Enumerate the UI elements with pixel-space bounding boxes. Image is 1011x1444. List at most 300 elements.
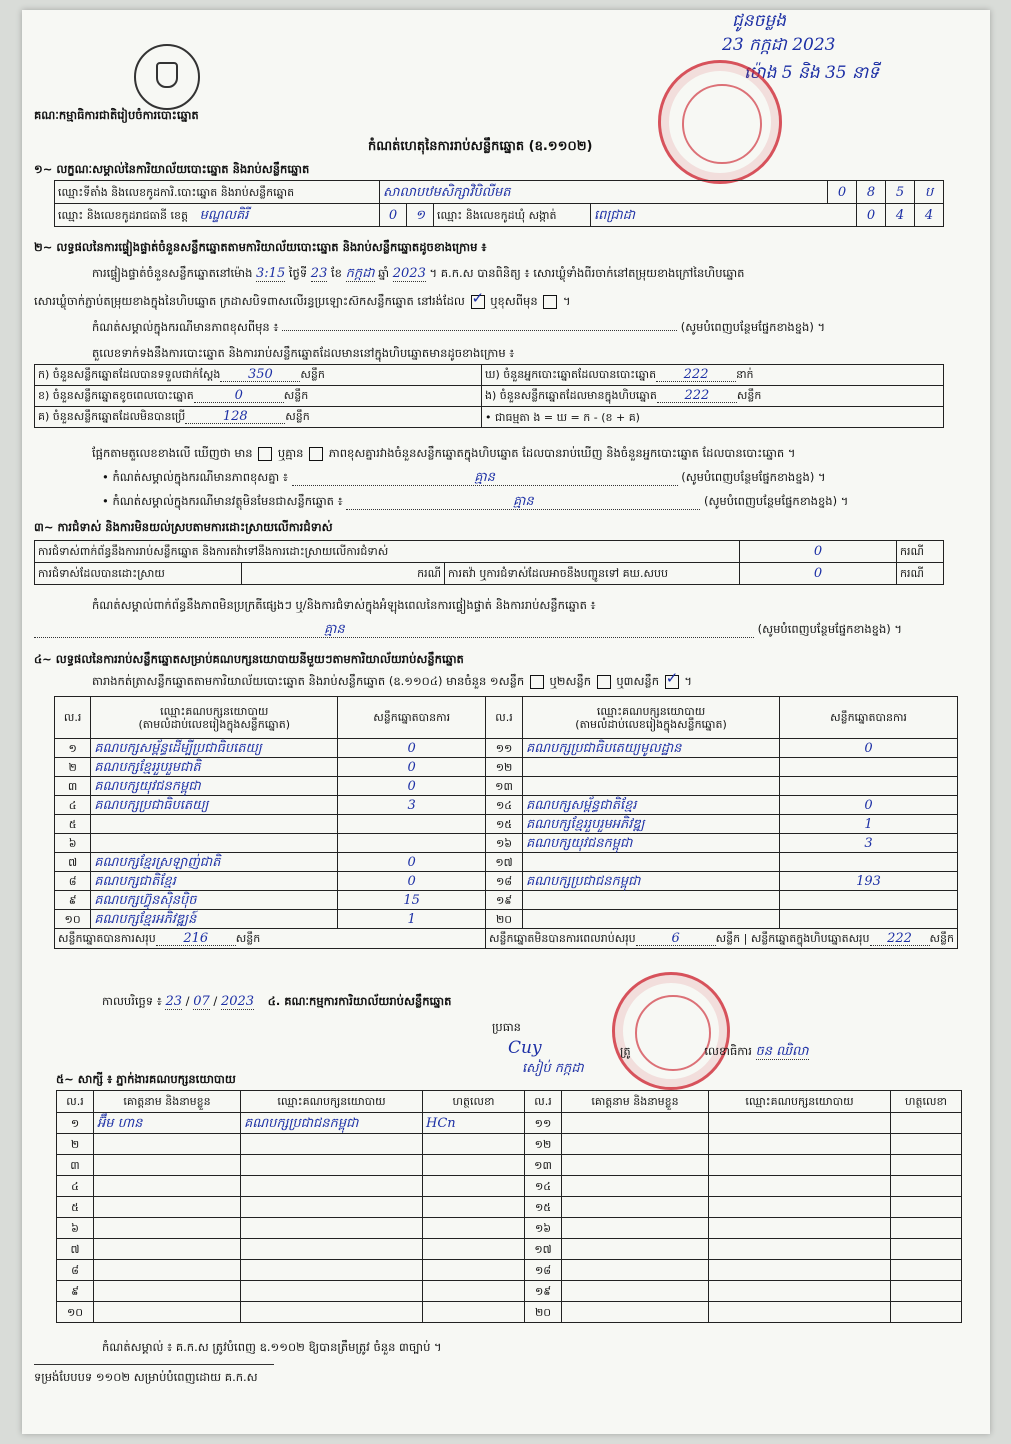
party-no: ១៩ xyxy=(486,891,523,910)
witness-party xyxy=(709,1218,891,1239)
witness-name xyxy=(562,1176,709,1197)
date-day: 23 xyxy=(165,994,183,1009)
witness-party xyxy=(241,1239,423,1260)
witness-no: ១៧ xyxy=(525,1239,562,1260)
appeal-value: 0 xyxy=(740,563,897,585)
figures-row xyxy=(35,365,944,386)
witness-row xyxy=(57,1134,962,1155)
witness-no: ៦ xyxy=(57,1218,94,1239)
witness-row xyxy=(57,1239,962,1260)
witness-party xyxy=(709,1239,891,1260)
party-votes: 0 xyxy=(338,758,486,777)
sheet-3-checkbox[interactable] xyxy=(665,675,679,689)
witness-no: ១២ xyxy=(525,1134,562,1155)
witness-party xyxy=(241,1197,423,1218)
witness-no: ២០ xyxy=(525,1302,562,1323)
handwritten-note-date: 23 កក្កដា 2023 xyxy=(722,35,836,55)
footer-divider xyxy=(34,1364,274,1365)
figure-value-a: 350 xyxy=(220,368,300,382)
figure-value-e: 222 xyxy=(657,389,737,403)
party-row xyxy=(55,910,958,929)
place-code-digit: 8 xyxy=(857,181,886,204)
party-votes: 0 xyxy=(338,777,486,796)
witness-party xyxy=(241,1302,423,1323)
party-votes xyxy=(780,891,958,910)
party-votes: 3 xyxy=(338,796,486,815)
witness-row xyxy=(57,1176,962,1197)
complaints-label: ការជំទាស់ពាក់ព័ន្ធនឹងការរាប់សន្លឹកឆ្នោត និងការតវ៉ាទៅនឹងការដោះស្រាយលើការជំទាស់ xyxy=(35,541,740,563)
party-votes: 15 xyxy=(338,891,486,910)
total-invalid-label: សន្លឹកឆ្នោតមិនបានការពេលរាប់សរុប xyxy=(489,931,636,945)
witness-signature: HCn xyxy=(423,1113,525,1134)
total-valid-value: 216 xyxy=(156,932,236,946)
witness-party xyxy=(709,1302,891,1323)
party-votes: 0 xyxy=(780,739,958,758)
party-name: គណបក្សប្រជាជនកម្ពុជា xyxy=(523,872,780,891)
totals-right-cell: សន្លឹកឆ្នោតមិនបានការពេលរាប់សរុប 6 សន្លឹក | សន្លឹកឆ្នោតក្នុងហិបឆ្នោតសរុប 222 សន្លឹក xyxy=(486,929,958,949)
province-label: ឈ្មោះ និងលេខកូដរាជធានី ខេត្ត xyxy=(58,208,188,222)
party-name xyxy=(91,834,338,853)
col-party xyxy=(91,697,338,739)
party-name xyxy=(523,758,780,777)
irregularity-note-label: កំណត់សម្គាល់ពាក់ព័ន្ធនឹងភាពមិនប្រក្រតីផ្សេងៗ ឬ/និងការជំទាស់ក្នុងអំឡុងពេលនៃការផ្ទៀងផ្ទាត់ និងការរាប់សន្លឹកឆ្នោត ៖ xyxy=(92,598,596,612)
sheet-1-checkbox[interactable] xyxy=(530,675,544,689)
witness-row xyxy=(57,1197,962,1218)
verify-month-label: ខែ xyxy=(331,266,342,280)
discrepancy-no-label: ឬគ្មាន xyxy=(277,446,304,460)
commune-value: ពេជ្រាដា xyxy=(591,204,857,227)
document-page xyxy=(22,10,990,1434)
witness-name xyxy=(562,1239,709,1260)
witness-name xyxy=(562,1197,709,1218)
party-row xyxy=(55,853,958,872)
chair-name: សៀប់ កក្កដា xyxy=(522,1061,584,1076)
party-name xyxy=(523,891,780,910)
witness-name xyxy=(562,1281,709,1302)
party-row xyxy=(55,815,958,834)
seal-note-label: កំណត់សម្គាល់ក្នុងករណីមានភាពខុសពីមុន ៖ xyxy=(92,320,279,334)
party-name: គណបក្សប្រជាធិបតេយ្យមូលដ្ឋាន xyxy=(523,739,780,758)
party-votes: 0 xyxy=(338,872,486,891)
witness-party xyxy=(241,1281,423,1302)
section-2-heading: ២~ លទ្ធផលនៃការផ្ទៀងផ្ទាត់ចំនួនសន្លឹកឆ្នោតតាមការិយាល័យបោះឆ្នោត និងរាប់សន្លឹកឆ្នោតដូចខាងក្រោម ៖ xyxy=(34,240,487,254)
committee-name: គណៈកម្មាធិការជាតិរៀបចំការបោះឆ្នោត xyxy=(34,108,199,122)
seal-intact-checkbox[interactable] xyxy=(471,295,485,309)
figure-label-d: ឃ) ចំនួនអ្នកបោះឆ្នោតដែលបានបោះឆ្នោត xyxy=(485,368,657,381)
complaints-table xyxy=(34,540,944,585)
discrepancy-no-checkbox[interactable] xyxy=(309,447,323,461)
sheet-2-checkbox[interactable] xyxy=(597,675,611,689)
witness-party xyxy=(241,1134,423,1155)
foreign-object-note xyxy=(102,494,848,510)
party-no: ២០ xyxy=(486,910,523,929)
witness-name xyxy=(94,1134,241,1155)
col-party-sub: (តាមលំដាប់លេខរៀងក្នុងសន្លឹកឆ្នោត) xyxy=(138,717,291,731)
witness-signature xyxy=(423,1218,525,1239)
witness-no: ៥ xyxy=(57,1197,94,1218)
figure-formula: • ជាធម្មតា ង = ឃ = ក - (ខ + គ) xyxy=(482,407,944,428)
party-no: ៧ xyxy=(55,853,91,872)
party-no: ១៤ xyxy=(486,796,523,815)
witness-signature xyxy=(423,1302,525,1323)
party-name: គណបក្សខ្មែរអភិវឌ្ឍន៍ xyxy=(91,910,338,929)
nec-emblem-icon xyxy=(134,44,200,110)
handwritten-note-time: ម៉ោង 5 និង 35 នាទី xyxy=(744,63,879,83)
witness-name xyxy=(94,1197,241,1218)
witness-party xyxy=(709,1281,891,1302)
seal-note-end: (សូមបំពេញបន្ថែមផ្នែកខាងខ្នង) ។ xyxy=(680,320,826,334)
discrepancy-note xyxy=(102,470,826,486)
party-votes xyxy=(338,815,486,834)
verify-month-value: កក្កដា xyxy=(345,266,375,281)
witness-signature xyxy=(891,1176,962,1197)
party-votes xyxy=(338,834,486,853)
witness-row xyxy=(57,1281,962,1302)
party-row xyxy=(55,777,958,796)
total-box-value: 222 xyxy=(870,932,930,946)
verification-line xyxy=(92,266,744,281)
commune-code-digit: 4 xyxy=(886,204,915,227)
verify-day-value: 23 xyxy=(310,266,328,281)
witness-party xyxy=(241,1155,423,1176)
party-no: ៩ xyxy=(55,891,91,910)
witness-signature xyxy=(891,1260,962,1281)
party-row xyxy=(55,834,958,853)
party-name: គណបក្សហ៊្វុនស៊ិនប៉ិច xyxy=(91,891,338,910)
section-1-heading: ១~ លក្ខណៈសម្គាល់នៃការិយាល័យបោះឆ្នោត និងរាប់សន្លឹកឆ្នោត xyxy=(34,162,310,176)
witness-name xyxy=(94,1155,241,1176)
party-votes: 1 xyxy=(338,910,486,929)
witness-party xyxy=(241,1176,423,1197)
witness-name xyxy=(562,1155,709,1176)
figure-label-e: ង) ចំនួនសន្លឹកឆ្នោតដែលមានក្នុងហិបឆ្នោត xyxy=(485,389,657,402)
col-no: ល.រ xyxy=(55,697,91,739)
party-row xyxy=(55,872,958,891)
foreign-object-label: • កំណត់សម្គាល់ក្នុងករណីមានវត្ថុមិនមែនជាសន្លឹកឆ្នោត ៖ xyxy=(102,494,343,508)
witness-row xyxy=(57,1155,962,1176)
party-no: ១០ xyxy=(55,910,91,929)
party-no: ១៧ xyxy=(486,853,523,872)
party-name: គណបក្សខ្មែររួបរួមអភិវឌ្ឍ xyxy=(523,815,780,834)
section-4-heading: ៤~ លទ្ធផលនៃការរាប់សន្លឹកឆ្នោតសម្រាប់គណបក្សនយោបាយនីមួយៗតាមការិយាល័យរាប់សន្លឹកឆ្នោត xyxy=(34,652,464,666)
col-no: ល.រ xyxy=(486,697,523,739)
verify-time-label: ការផ្ទៀងផ្ទាត់ចំនួនសន្លឹកឆ្នោតនៅម៉ោង xyxy=(92,266,253,280)
witness-signature xyxy=(891,1197,962,1218)
irregularity-note-end: (សូមបំពេញបន្ថែមផ្នែកខាងខ្នង) ។ xyxy=(757,622,902,636)
witness-row xyxy=(57,1218,962,1239)
figures-row xyxy=(35,407,944,428)
complaints-value: 0 xyxy=(740,541,897,563)
party-no: ៣ xyxy=(55,777,91,796)
seal-check-line: សោរឃ្លុំចាក់ភ្ជាប់តម្រុយខាងក្នុងនៃហិបឆ្នោត ក្រដាសបិទពាសលើរន្ធប្រឡោះស៊កសន្លឹកឆ្នោត នៅរង់ដែល ✓ ឬខុសពីមុន ។ xyxy=(34,294,571,309)
witness-signature xyxy=(423,1134,525,1155)
witness-name: អ៊ឹម ហាន xyxy=(94,1113,241,1134)
party-votes xyxy=(780,910,958,929)
figure-label-a: ក) ចំនួនសន្លឹកឆ្នោតដែលបានទទួលជាក់ស្តែង xyxy=(38,368,221,381)
witness-signature xyxy=(891,1218,962,1239)
place-code-digit: 5 xyxy=(886,181,915,204)
province-value: មណ្ឌលគិរី xyxy=(199,207,249,223)
party-no: ៥ xyxy=(55,815,91,834)
col-party-title: ឈ្មោះគណបក្សនយោបាយ xyxy=(596,704,706,718)
witness-name xyxy=(94,1281,241,1302)
place-label: ឈ្មោះទីតាំង និងលេខកូដការិ.បោះឆ្នោត និងរាប់សន្លឹកឆ្នោត xyxy=(55,181,380,204)
party-votes xyxy=(780,853,958,872)
discrepancy-yes-label: ផ្អែកតាមតួលេខខាងលើ ឃើញថា មាន xyxy=(92,446,253,460)
party-votes xyxy=(780,758,958,777)
resolved-unit: ករណី xyxy=(242,563,445,585)
resolved-label: ការជំទាស់ដែលបានដោះស្រាយ xyxy=(35,563,242,585)
footnote: កំណត់សម្គាល់ ៖ គ.ក.ស ត្រូវបំពេញ ឧ.១១០២ ឱ្យបានត្រឹមត្រូវ ចំនួន ៣ច្បាប់ ។ xyxy=(102,1340,442,1354)
w-col-signature: ហត្ថលេខា xyxy=(891,1091,962,1113)
party-name xyxy=(91,815,338,834)
witness-party xyxy=(709,1260,891,1281)
secretary-prefix: ត្រូ xyxy=(620,1044,631,1058)
col-votes: សន្លឹកឆ្នោតបានការ xyxy=(338,697,486,739)
col-party-sub: (តាមលំដាប់លេខរៀងក្នុងសន្លឹកឆ្នោត) xyxy=(575,717,727,731)
official-seal-stamp-icon xyxy=(658,60,782,184)
figure-value-b: 0 xyxy=(194,389,284,403)
party-name: គណបក្សខ្មែរស្រឡាញ់ជាតិ xyxy=(91,853,338,872)
discrepancy-line xyxy=(92,446,795,461)
party-row xyxy=(55,796,958,815)
verify-year-label: ឆ្នាំ xyxy=(378,266,390,280)
party-name xyxy=(523,910,780,929)
total-unit: សន្លឹក xyxy=(715,931,741,945)
w-col-name: គោត្តនាម និងនាមខ្លួន xyxy=(562,1091,709,1113)
witness-name xyxy=(562,1302,709,1323)
appeal-label: ការតវ៉ា ឬការជំទាស់ដែលអាចនឹងបញ្ជូនទៅ គឃ.សបប xyxy=(445,563,740,585)
party-no: ២ xyxy=(55,758,91,777)
figure-unit: សន្លឹក xyxy=(285,410,310,423)
date-month: 07 xyxy=(193,994,210,1009)
party-name xyxy=(523,853,780,872)
party-no: ៨ xyxy=(55,872,91,891)
witness-no: ៨ xyxy=(57,1260,94,1281)
figures-intro: តួលេខទាក់ទងនឹងការបោះឆ្នោត និងការរាប់សន្លឹកឆ្នោតដែលមាននៅក្នុងហិបឆ្នោតមានដូចខាងក្រោម ៖ xyxy=(92,346,515,360)
commune-code-digit: 4 xyxy=(915,204,944,227)
discrepancy-note-end: (សូមបំពេញបន្ថែមផ្នែកខាងខ្នង) ។ xyxy=(681,470,826,484)
party-votes: 1 xyxy=(780,815,958,834)
verify-time-value: 3:15 xyxy=(256,266,286,281)
figure-label-c: គ) ចំនួនសន្លឹកឆ្នោតដែលមិនបានប្រើ xyxy=(38,410,186,423)
party-votes: 0 xyxy=(338,853,486,872)
verify-day-label: ថ្ងៃទី xyxy=(288,266,308,280)
total-valid-cell xyxy=(55,929,486,949)
party-votes: 0 xyxy=(780,796,958,815)
party-no: ១៦ xyxy=(486,834,523,853)
figure-unit: សន្លឹក xyxy=(283,389,309,402)
witness-party xyxy=(241,1218,423,1239)
witness-name xyxy=(562,1113,709,1134)
witness-row xyxy=(57,1113,962,1134)
party-no: ៤ xyxy=(55,796,91,815)
witness-name xyxy=(562,1218,709,1239)
w-col-no: ល.រ xyxy=(525,1091,562,1113)
foreign-object-end: (សូមបំពេញបន្ថែមផ្នែកខាងខ្នង) ។ xyxy=(703,494,849,508)
witness-name xyxy=(94,1239,241,1260)
party-name: គណបក្សយុវជនកម្ពុជា xyxy=(91,777,338,796)
appeal-unit: ករណី xyxy=(897,563,944,585)
party-name: គណបក្សខ្មែររួបរួមជាតិ xyxy=(91,758,338,777)
witness-no: ២ xyxy=(57,1134,94,1155)
figure-unit: សន្លឹក xyxy=(300,368,325,381)
witness-signature xyxy=(423,1239,525,1260)
total-valid-label: សន្លឹកឆ្នោតបានការសរុប xyxy=(58,931,156,945)
secretary-label: លេខាធិការ xyxy=(704,1044,752,1058)
w-col-party: ឈ្មោះគណបក្សនយោបាយ xyxy=(709,1091,891,1113)
witness-signature xyxy=(423,1155,525,1176)
tally-sheet-text: តារាងកត់ត្រាសន្លឹកឆ្នោតតាមការិយាល័យបោះឆ្នោត និងរាប់សន្លឹកឆ្នោត (ឧ.១១០៤) មានចំនួន ១សន្លឹក xyxy=(92,674,525,688)
form-note: ទម្រង់បែបបទ ១១០២ សម្រាប់បំពេញដោយ គ.ក.ស xyxy=(34,1370,258,1384)
seal-check-text: សោរឃ្លុំចាក់ភ្ជាប់តម្រុយខាងក្នុងនៃហិបឆ្នោត ក្រដាសបិទពាសលើរន្ធប្រឡោះស៊កសន្លឹកឆ្នោត នៅរង់ដែល xyxy=(34,294,465,308)
party-votes: 0 xyxy=(338,739,486,758)
party-no: ៦ xyxy=(55,834,91,853)
col-party-title: ឈ្មោះគណបក្សនយោបាយ xyxy=(160,704,269,718)
party-name: គណបក្សសម្ព័ន្ធជាតិខ្មែរ xyxy=(523,796,780,815)
commune-label: ឈ្មោះ និងលេខកូដឃុំ សង្កាត់ xyxy=(434,204,591,227)
witness-row xyxy=(57,1302,962,1323)
total-unit: សន្លឹក xyxy=(929,931,954,945)
total-box-label: សន្លឹកឆ្នោតក្នុងហិបឆ្នោតសរុប xyxy=(750,931,870,945)
witness-signature xyxy=(891,1239,962,1260)
witness-party xyxy=(241,1260,423,1281)
witness-name xyxy=(562,1134,709,1155)
witness-party xyxy=(709,1176,891,1197)
chair-label: ប្រធាន xyxy=(492,1020,521,1034)
witness-name xyxy=(94,1260,241,1281)
party-row xyxy=(55,739,958,758)
seal-changed-checkbox[interactable] xyxy=(543,295,557,309)
tally-sheet-line: តារាងកត់ត្រាសន្លឹកឆ្នោតតាមការិយាល័យបោះឆ្នោត និងរាប់សន្លឹកឆ្នោត (ឧ.១១០៤) មានចំនួន ១សន្លឹក ឬ២សន្លឹក ឬ៣សន្លឹក ✓ ។ xyxy=(92,674,692,689)
figure-value-c: 128 xyxy=(185,410,285,424)
party-name: គណបក្សជាតិខ្មែរ xyxy=(91,872,338,891)
witness-no: ៣ xyxy=(57,1155,94,1176)
witness-table xyxy=(56,1090,962,1323)
seal-changed-label: ឬខុសពីមុន xyxy=(490,294,538,308)
party-no: ១៥ xyxy=(486,815,523,834)
witness-name xyxy=(94,1176,241,1197)
province-code-digit: ១ xyxy=(407,204,434,227)
witness-name xyxy=(94,1218,241,1239)
figure-label-b: ខ) ចំនួនសន្លឹកឆ្នោតខូចពេលបោះឆ្នោត xyxy=(38,389,194,402)
handwritten-note-received: ជូនចម្លង xyxy=(732,11,786,31)
secretary-name: ចន ឈិលា xyxy=(755,1044,809,1059)
w-col-party: ឈ្មោះគណបក្សនយោបាយ xyxy=(241,1091,423,1113)
witness-party: គណបក្សប្រជាជនកម្ពុជា xyxy=(241,1113,423,1134)
witness-no: ១៣ xyxy=(525,1155,562,1176)
verify-year-value: 2023 xyxy=(392,266,426,281)
party-row xyxy=(55,891,958,910)
col-votes: សន្លឹកឆ្នោតបានការ xyxy=(780,697,958,739)
committee-seal-stamp-icon xyxy=(612,972,730,1090)
party-no: ១១ xyxy=(486,739,523,758)
party-name: គណបក្សប្រជាធិបតេយ្យ xyxy=(91,796,338,815)
party-name: គណបក្សសម្ព័ន្ធដើម្បីប្រជាធិបតេយ្យ xyxy=(91,739,338,758)
witness-signature xyxy=(423,1260,525,1281)
witness-no: ១៨ xyxy=(525,1260,562,1281)
witness-signature xyxy=(423,1281,525,1302)
sheet-2-label: ឬ២សន្លឹក xyxy=(549,674,592,688)
witness-no: ៤ xyxy=(57,1176,94,1197)
discrepancy-yes-checkbox[interactable] xyxy=(258,447,272,461)
witness-no: ១០ xyxy=(57,1302,94,1323)
sheet-3-label: ឬ៣សន្លឹក xyxy=(616,674,660,688)
complaints-unit: ករណី xyxy=(897,541,944,563)
party-name: គណបក្សយុវជនកម្ពុជា xyxy=(523,834,780,853)
witness-row xyxy=(57,1260,962,1281)
commune-code-digit: 0 xyxy=(857,204,886,227)
figures-row xyxy=(35,386,944,407)
party-name xyxy=(523,777,780,796)
party-results-table xyxy=(54,696,958,949)
place-code-digit: ប xyxy=(915,181,944,204)
ballot-figures-table xyxy=(34,364,944,428)
col-party xyxy=(523,697,780,739)
place-value: សាលាបឋមសិក្សាវិបិលីមត xyxy=(383,184,511,200)
signature-committee-label: ៤. គណៈកម្មការការិយាល័យរាប់សន្លឹកឆ្នោត xyxy=(267,994,452,1008)
witness-no: ៧ xyxy=(57,1239,94,1260)
witness-party xyxy=(709,1197,891,1218)
witness-name xyxy=(562,1260,709,1281)
form-title: កំណត់ហេតុនៃការរាប់សន្លឹកឆ្នោត (ឧ.១១០២) xyxy=(368,139,593,154)
party-no: ១ xyxy=(55,739,91,758)
irregularity-note-line xyxy=(34,622,902,638)
party-no: ១៨ xyxy=(486,872,523,891)
witness-party xyxy=(709,1134,891,1155)
date-line: កាលបរិច្ឆេទ ៖ 23 / 07 / 2023 ៤. គណៈកម្មការការិយាល័យរាប់សន្លឹកឆ្នោត xyxy=(102,994,452,1009)
party-votes: 3 xyxy=(780,834,958,853)
w-col-signature: ហត្ថលេខា xyxy=(423,1091,525,1113)
section-3-heading: ៣~ ការជំទាស់ និងការមិនយល់ស្របតាមការដោះស្រាយលើការជំទាស់ xyxy=(34,520,333,534)
witness-party xyxy=(709,1155,891,1176)
witness-party xyxy=(709,1113,891,1134)
party-votes: 193 xyxy=(780,872,958,891)
chair-signature: Cuy xyxy=(508,1038,542,1058)
section-5-heading: ៥~ សាក្សី ៖ ភ្នាក់ងារគណបក្សនយោបាយ xyxy=(56,1072,236,1086)
witness-no: ១៤ xyxy=(525,1176,562,1197)
witness-name xyxy=(94,1302,241,1323)
witness-signature xyxy=(891,1155,962,1176)
figure-unit: នាក់ xyxy=(736,368,754,381)
discrepancy-text: ភាពខុសគ្នារវាងចំនួនសន្លឹកឆ្នោតក្នុងហិបឆ្នោត ដែលបានរាប់ឃើញ និងចំនួនអ្នកបោះឆ្នោត ដែលបានបោះឆ្នោត ។ xyxy=(328,446,796,460)
witness-signature xyxy=(891,1134,962,1155)
date-label: កាលបរិច្ឆេទ ៖ xyxy=(102,994,162,1008)
figure-value-d: 222 xyxy=(656,368,736,382)
date-year: 2023 xyxy=(220,994,255,1009)
province-code-digit: 0 xyxy=(380,204,407,227)
witness-signature xyxy=(891,1302,962,1323)
irregularity-note-value: គ្មាន xyxy=(34,623,754,638)
seal-note-line xyxy=(92,320,825,334)
foreign-object-value: គ្មាន xyxy=(346,495,700,510)
witness-no: ៩ xyxy=(57,1281,94,1302)
party-no: ១២ xyxy=(486,758,523,777)
witness-no: ១ xyxy=(57,1113,94,1134)
secretary-line xyxy=(620,1044,809,1059)
party-no: ១៣ xyxy=(486,777,523,796)
place-code-digit: 0 xyxy=(828,181,857,204)
witness-signature xyxy=(891,1281,962,1302)
total-unit: សន្លឹក xyxy=(235,931,261,945)
discrepancy-note-label: • កំណត់សម្គាល់ក្នុងករណីមានភាពខុសគ្នា ៖ xyxy=(102,470,288,484)
figure-unit: សន្លឹក xyxy=(736,389,762,402)
witness-signature xyxy=(891,1113,962,1134)
witness-no: ១៩ xyxy=(525,1281,562,1302)
witness-no: ១១ xyxy=(525,1113,562,1134)
total-invalid-value: 6 xyxy=(636,932,716,946)
witness-signature xyxy=(423,1176,525,1197)
